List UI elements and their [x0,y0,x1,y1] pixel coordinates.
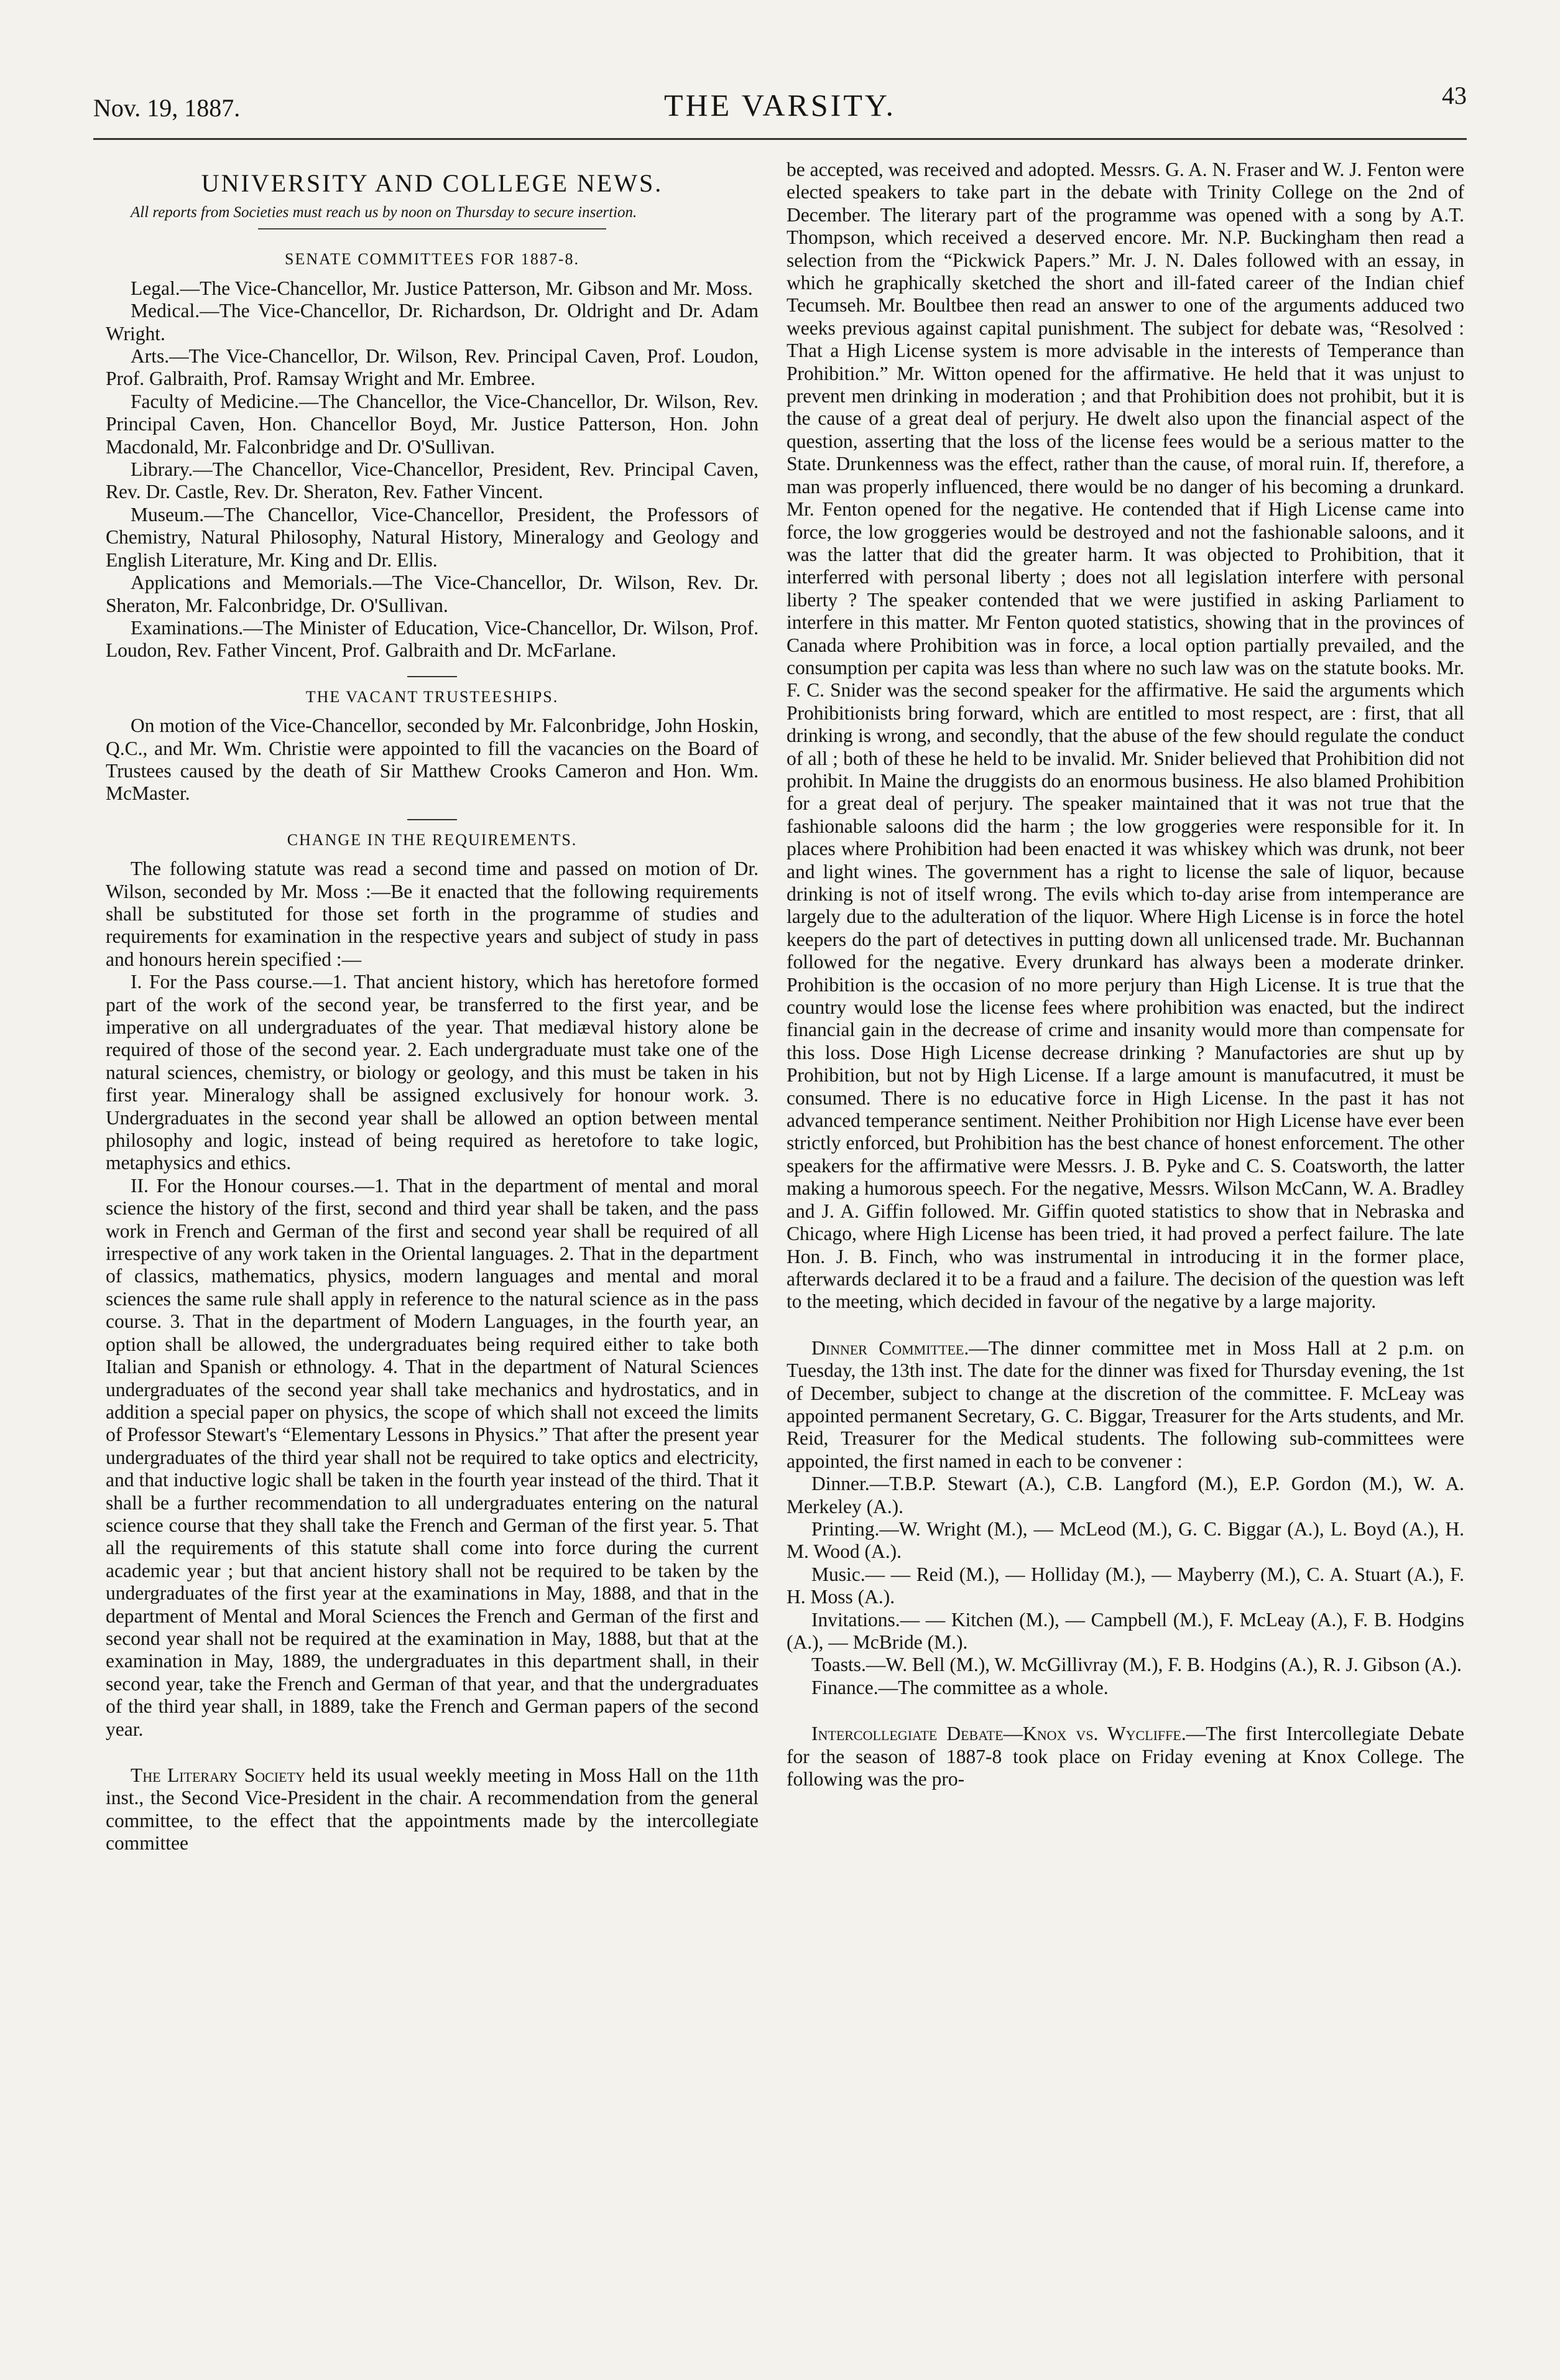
intercollegiate-debate-lead: Intercollegiate Debate—Knox vs. Wycliffe. [811,1723,1186,1745]
requirements-paragraph: I. For the Pass course.—1. That ancient history, which has heretofore formed part of the work of the second year, be transferred to the first year, and be imperative on all undergraduates of the year. That mediæval history alone be required of those of the second year. 2. Each undergraduate must take one of the natural sciences, chemistry, or biology or geology, and this must be taken in his first year. Mineralogy shall be assigned exclusively for honour work. 3. Undergraduates in the second year shall be allowed an option between mental philosophy and logic, instead of being required as heretofore to take logic, metaphysics and ethics. [106,971,759,1174]
issue-date: Nov. 19, 1887. [93,94,241,122]
senate-paragraph: Legal.—The Vice-Chancellor, Mr. Justice Patterson, Mr. Gibson and Mr. Moss. [131,277,753,299]
subcommittee-item: Finance.—The committee as a whole. [811,1676,1109,1698]
intercollegiate-debate-paragraph [787,1723,1464,1790]
dinner-committee-paragraph [787,1337,1464,1473]
submission-notice: All reports from Societies must reach us by noon on Thursday to secure insertion. [131,204,637,221]
page-number: 43 [1442,81,1467,109]
section-divider [258,228,606,229]
spacer [787,1313,1464,1337]
requirements-paragraph: The following statute was read a second time and passed on motion of Dr. Wilson, seconded by Mr. Moss :—Be it enacted that the following requirements shall be substituted for those set forth in the programme of studies and requirements for examination in the respective years and subject of study in pass and honours herein specified :— [106,858,759,970]
requirements-paragraph: II. For the Honour courses.—1. That in the department of mental and moral science the history of the first, second and third year shall be taken, and the pass work in French and German of the first and second year shall be required of all irrespective of any work taken in the Oriental languages. 2. That in the department of classics, mathematics, physics, modern languages and mental and moral sciences the same rule shall apply in reference to the natural science as in the pass course. 3. That in the department of Modern Languages, in the fourth year, an option shall be allowed, the undergraduates being required either to take both Italian and Spanish or ethnology. 4. That in the department of Natural Sciences undergraduates of the second year shall take mechanics and hydrostatics, and in addition a special paper on physics, the scope of which shall not exceed the limits of Professor Stewart's “Elementary Lessons in Physics.” That after the present year undergraduates of the third year shall not be required to take optics and electricity, and that inductive logic shall be taken in the fourth year instead of the third. That it shall be a further recommendation to all undergraduates entering on the natural science course that they shall take the French and German of the first year. 5. That all the requirements of this statute shall come into force during the current academic year ; but that ancient history shall not be required to be taken by the undergraduates of the first year at the examinations in May, 1888, and that in the department of Mental and Moral Sciences the French and German of the first and second year shall not be required at the examination in May, 1888, but that at the examination in May, 1889, the undergraduates in this department shall, in their second year, take the French and German of that year, and that the undergraduates of the third year shall, in 1889, take the French and German papers of the second year. [106,1174,759,1740]
subcommittee-item: Music.— — Reid (M.), — Holliday (M.), — Mayberry (M.), C. A. Stuart (A.), F. H. Moss (A.). [787,1563,1464,1608]
dinner-committee-text: —The dinner committee met in Moss Hall at 2 p.m. on Tuesday, the 13th inst. The date for the dinner was fixed for Thursday evening, the 1st of December, subject to change at the discretion of the committee. F. McLeay was appointed permanent Secretary, G. C. Biggar, Treasurer for the Arts students, and Mr. Reid, Treasurer for the Medical students. The following sub-committees were appointed, the first named in each to be convener : [787,1336,1464,1472]
dinner-committee-lead: Dinner Committee. [811,1336,969,1359]
subcommittee-item: Dinner.—T.B.P. Stewart (A.), C.B. Langford (M.), E.P. Gordon (M.), W. A. Merkeley (A.). [787,1473,1464,1517]
senate-paragraph: Applications and Memorials.—The Vice-Chancellor, Dr. Wilson, Rev. Dr. Sheraton, Mr. Falconbridge, Dr. O'Sullivan. [106,572,759,616]
spacer [787,1699,1464,1723]
senate-paragraph: Medical.—The Vice-Chancellor, Dr. Richardson, Dr. Oldright and Dr. Adam Wright. [106,300,759,345]
short-divider [407,819,457,820]
literary-society-lead: The Literary Society [131,1764,305,1786]
short-divider [407,676,457,677]
trustees-heading: THE VACANT TRUSTEESHIPS. [305,687,559,706]
section-title: UNIVERSITY AND COLLEGE NEWS. [201,169,663,197]
literary-society-text: held its usual weekly meeting in Moss Hall on the 11th inst., the Second Vice-President in the chair. A recommendation from the general committee, to the effect that the appointments made by the intercollegiate committee [106,1764,759,1854]
senate-paragraph: Arts.—The Vice-Chancellor, Dr. Wilson, Rev. Principal Caven, Prof. Loudon, Prof. Galbraith, Prof. Ramsay Wright and Mr. Embree. [106,345,759,390]
trustees-paragraph: On motion of the Vice-Chancellor, seconded by Mr. Falconbridge, John Hoskin, Q.C., and Mr. Wm. Christie were appointed to fill the vacancies on the Board of Trustees caused by the death of Sir Matthew Crooks Cameron and Hon. Wm. McMaster. [106,715,759,805]
masthead-title: THE VARSITY. [663,88,897,123]
senate-paragraph: Library.—The Chancellor, Vice-Chancellor, President, Rev. Principal Caven, Rev. Dr. Castle, Rev. Dr. Sheraton, Rev. Father Vincent. [106,458,759,503]
spacer [106,1741,759,1764]
subcommittee-item: Invitations.— — Kitchen (M.), — Campbell (M.), F. McLeay (A.), F. B. Hodgins (A.), — McBride (M.). [787,1608,1464,1653]
page-header [93,81,1467,131]
right-column [787,159,1464,1790]
subcommittee-item: Printing.—W. Wright (M.), — McLeod (M.), G. C. Biggar (A.), L. Boyd (A.), H. M. Wood (A.). [787,1517,1464,1563]
senate-heading: SENATE COMMITTEES FOR 1887-8. [284,250,579,269]
requirements-heading: CHANGE IN THE REQUIREMENTS. [287,830,578,849]
left-column [106,159,759,1855]
senate-paragraph: Faculty of Medicine.—The Chancellor, the Vice-Chancellor, Dr. Wilson, Rev. Principal Caven, Hon. Chancellor Boyd, Mr. Justice Patterson, Hon. John Macdonald, Mr. Falconbridge and Dr. O'Sullivan. [106,390,759,458]
senate-paragraph: Examinations.—The Minister of Education, Vice-Chancellor, Dr. Wilson, Prof. Loudon, Rev. Father Vincent, Prof. Galbraith and Dr. McFarlane. [106,616,759,662]
literary-society-continued: be accepted, was received and adopted. Messrs. G. A. N. Fraser and W. J. Fenton were elected speakers to take part in the debate with Trinity College on the 2nd of December. The literary part of the programme was opened with a song by A.T. Thompson, which received a deserved encore. Mr. N.P. Buckingham then read a selection from the “Pickwick Papers.” Mr. J. N. Dales followed with an essay, in which he graphically sketched the short and ill-fated career of the Indian chief Tecumseh. Mr. Boultbee then read an answer to one of the arguments adduced two weeks previous against capital punishment. The subject for debate was, “Resolved : That a High License system is more advisable in the interests of Temperance than Prohibition.” Mr. Witton opened for the affirmative. He held that it was unjust to prevent men drinking in moderation ; and that Prohibition does not prohibit, but it is the cause of a great deal of perjury. He dwelt also upon the financial aspect of the question, asserting that the loss of the license fees would be a serious matter to the State. Drunkenness was the effect, rather than the cause, of moral ruin. If, therefore, a man was properly influenced, there would be no danger of his becoming a drunkard. Mr. Fenton opened for the negative. He contended that if High License came into force, the low groggeries would be destroyed and not the fashionable saloons, and it was the latter that did the greater harm. It was objected to Prohibition, that it interferred with personal liberty ; does not all legislation interfere with personal liberty ? The speaker contended that we were justified in asking Parliament to interfere in this matter. Mr Fenton quoted statistics, showing that in the provinces of Canada where Prohibition was in force, a local option partially prevailed, and the consumption per capita was less than where no such law was on the statute books. Mr. F. C. Snider was the second speaker for the affirmative. He said the arguments which Prohibitionists bring forward, which are entitled to most respect, are : first, that all drinking is wrong, and secondly, that the abuse of the few should regulate the conduct of all ; both of these he held to be invalid. Mr. Snider believed that Prohibition did not prohibit. In Maine the druggists do an enormous business. He also blamed Prohibition for a great deal of perjury. The speaker maintained that it was not true that the fashionable saloons did the harm ; the low groggeries were responsible for it. In places where Prohibition had been enacted it was whiskey which was drunk, not beer and light wines. The government has a right to license the sale of liquor, because drinking is not of itself wrong. The evils which to-day arise from intemperance are largely due to the adulteration of the liquor. Where High License is in force the hotel keepers do the part of detectives in putting down all unlicensed trade. Mr. Buchannan followed for the negative. Every drunkard has always been a moderate drinker. Prohibition is the occasion of no more perjury than High License. It is true that the country would lose the license fees where prohibition was enacted, but the indirect financial gain in the decrease of crime and insanity would more than compensate for this loss. Dose High License decrease drinking ? Manufactories are shut up by Prohibition, but not by High License. If a large amount is manufacutred, it must be consumed. There is no educative force in High License. In the past it has not advanced temperance sentiment. Neither Prohibition nor High License have ever been strictly enforced, but Prohibition has the best chance of honest enforcement. The other speakers for the affirmative were Messrs. J. B. Pyke and C. S. Coatsworth, the latter making a humorous speech. For the negative, Messrs. Wilson McCann, W. A. Bradley and J. A. Giffin followed. Mr. Giffin quoted statistics to show that in Nebraska and Chicago, where High License has been tried, it had proved a perfect failure. The late Hon. J. B. Finch, who was instrumental in introducing it in the former place, afterwards declared it to be a fraud and a failure. The decision of the question was left to the meeting, which decided in favour of the negative by a large majority. [787,159,1464,1313]
literary-society-paragraph [106,1764,759,1855]
senate-paragraph: Museum.—The Chancellor, Vice-Chancellor, President, the Professors of Chemistry, Natural Philosophy, Natural History, Mineralogy and Geology and English Literature, Mr. King and Dr. Ellis. [106,503,759,571]
intercollegiate-debate-text: —The first Intercollegiate Debate for the season of 1887-8 took place on Friday evening at Knox College. The following was the pro- [787,1723,1464,1790]
subcommittee-item: Toasts.—W. Bell (M.), W. McGillivray (M.), F. B. Hodgins (A.), R. J. Gibson (A.). [811,1654,1462,1676]
header-rule [93,138,1467,140]
